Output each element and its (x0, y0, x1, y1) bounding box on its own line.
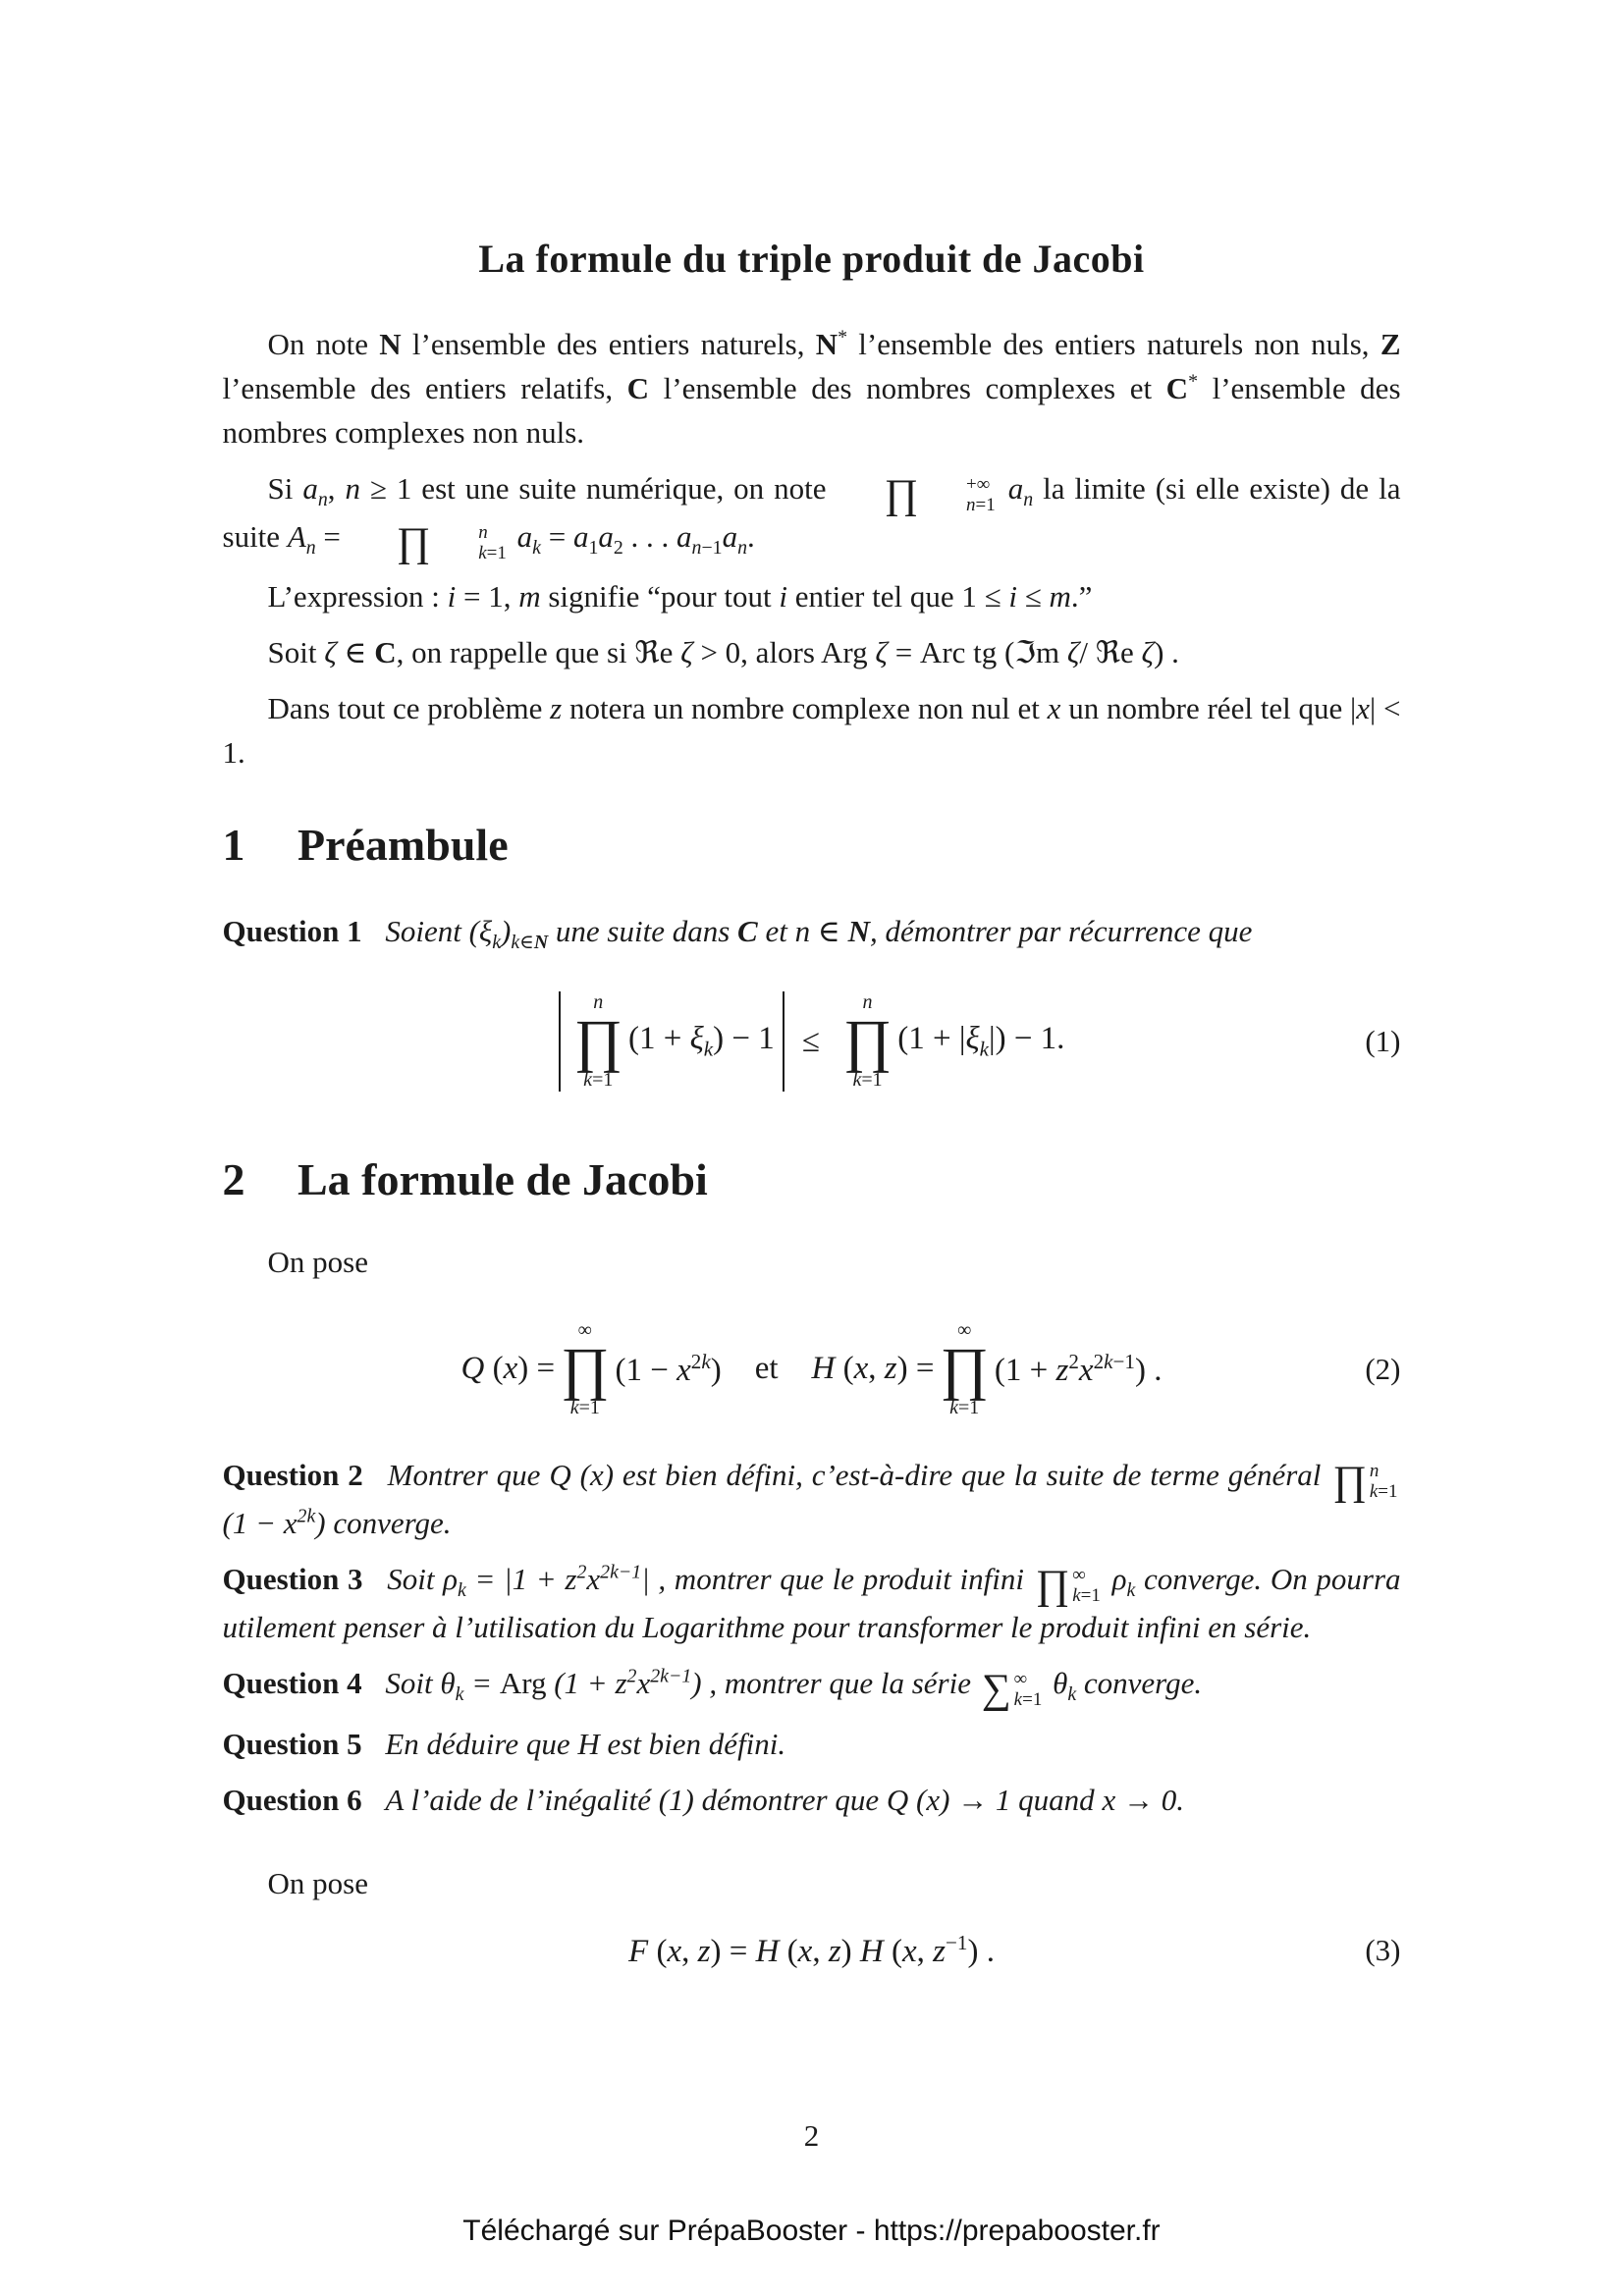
question-2-text: Montrer que Q (x) est bien défini, c’est-à-dire que la suite de terme général ∏ n k=1 $(1 - x^{2k})$ converge. (222, 1457, 1398, 1541)
section-heading-1 (223, 819, 1401, 871)
on-pose-1: On pose (267, 1245, 368, 1280)
equation-3-number: (3) (1365, 1933, 1401, 1968)
equation-1-body: n ∏ k=1 $(1 + \xi_k) - 1$ ≤ n ∏ k=1 $(1 + |\xi_k|) - 1$. (559, 991, 1065, 1091)
question-6-label: Question 6 (222, 1782, 362, 1817)
section-1-number: 1 (222, 820, 245, 871)
doc-title: La formule du triple produit de Jacobi (478, 237, 1145, 281)
section-2-title: La formule de Jacobi (298, 1154, 708, 1205)
question-6-text: A l’aide de l’inégalité (1) démontrer que Q (x) → 1 quand x → 0. (385, 1782, 1184, 1817)
question-3-text: Soit $\rho_k = |1 + z^2x^{2k-1}|$ , montrer que le produit infini ∏ ∞ k=1 $\rho_k$ converge. On pourra utilement penser à l’utilisation du Logarithme pour transformer le produit infini en série. (222, 1561, 1401, 1645)
equation-1 (223, 981, 1401, 1102)
equation-2-body: Q (x) = ∞ ∏ k=1 $(1 - x^{2k})$ et H (x, z) = ∞ ∏ k=1 $(1 + z^2x^{2k-1})$ . (460, 1319, 1163, 1418)
intro-paragraph-2: Si $a_n$, n ≥ 1 est une suite numérique, on note ∏ +∞ n=1 $a_n$ la limite (si elle existe) de la suite $A_n$ = ∏ n k=1 $a_k = a_1a_2$ . . . $a_{n-1}a_n$. (222, 470, 1401, 566)
question-2-label: Question 2 (222, 1457, 363, 1492)
equation-2 (223, 1308, 1401, 1430)
section-2-number: 2 (222, 1154, 245, 1205)
equation-3-body: F (x, z) = H (x, z) H (x, $z^{-1}$) . (628, 1931, 995, 1970)
intro-paragraph-5: Dans tout ce problème z notera un nombre complexe non nul et x un nombre réel tel que |x| < 1. (222, 691, 1401, 771)
intro-paragraph-4: Soit ζ ∈ C, on rappelle que si ℜe ζ > 0, alors Arg ζ = Arc tg (ℑm ζ/ ℜe ζ) . (267, 635, 1179, 670)
question-4-text: Soit $\theta_k$ = Arg $(1 + z^2x^{2k-1})$ , montrer que la série ∑ ∞ k=1 $\theta_k$ converge. (385, 1666, 1203, 1713)
question-5-block (223, 1723, 1401, 1767)
question-1-block (223, 910, 1401, 957)
on-pose-2: On pose (267, 1865, 368, 1900)
question-3-block (223, 1558, 1401, 1650)
text-column (223, 0, 1401, 1980)
equation-3 (223, 1921, 1401, 1980)
intro-paragraph-3: L’expression : i = 1, m signifie “pour tout i entier tel que 1 ≤ i ≤ m.” (267, 579, 1093, 614)
question-2-block (223, 1454, 1401, 1546)
question-3-label: Question 3 (222, 1562, 363, 1597)
question-5-text: En déduire que H est bien défini. (385, 1726, 786, 1761)
question-1-label: Question 1 (222, 914, 362, 949)
question-4-block (222, 1662, 1401, 1713)
equation-2-number: (2) (1365, 1351, 1401, 1386)
page-number: 2 (803, 2118, 820, 2153)
section-heading-2 (223, 1153, 1401, 1205)
intro-paragraph-1: On note N l’ensemble des entiers naturels, N* l’ensemble des entiers naturels non nuls, Z l’ensemble des entiers relatifs, C l’ensemble des nombres complexes et C* l’ensemble des nombres complexes non nuls. (222, 326, 1401, 450)
section-1-title: Préambule (298, 820, 509, 871)
question-5-label: Question 5 (222, 1726, 362, 1761)
question-6-block (223, 1779, 1401, 1823)
question-4-label: Question 4 (222, 1666, 362, 1701)
question-1-text: Soient $(\xi_k)_{k\in N}$ une suite dans C et n ∈ N, démontrer par récurrence que (385, 914, 1253, 954)
footer-text: Téléchargé sur PrépaBooster - https://prepabooster.fr (462, 2215, 1161, 2247)
equation-1-number: (1) (1365, 1024, 1401, 1059)
